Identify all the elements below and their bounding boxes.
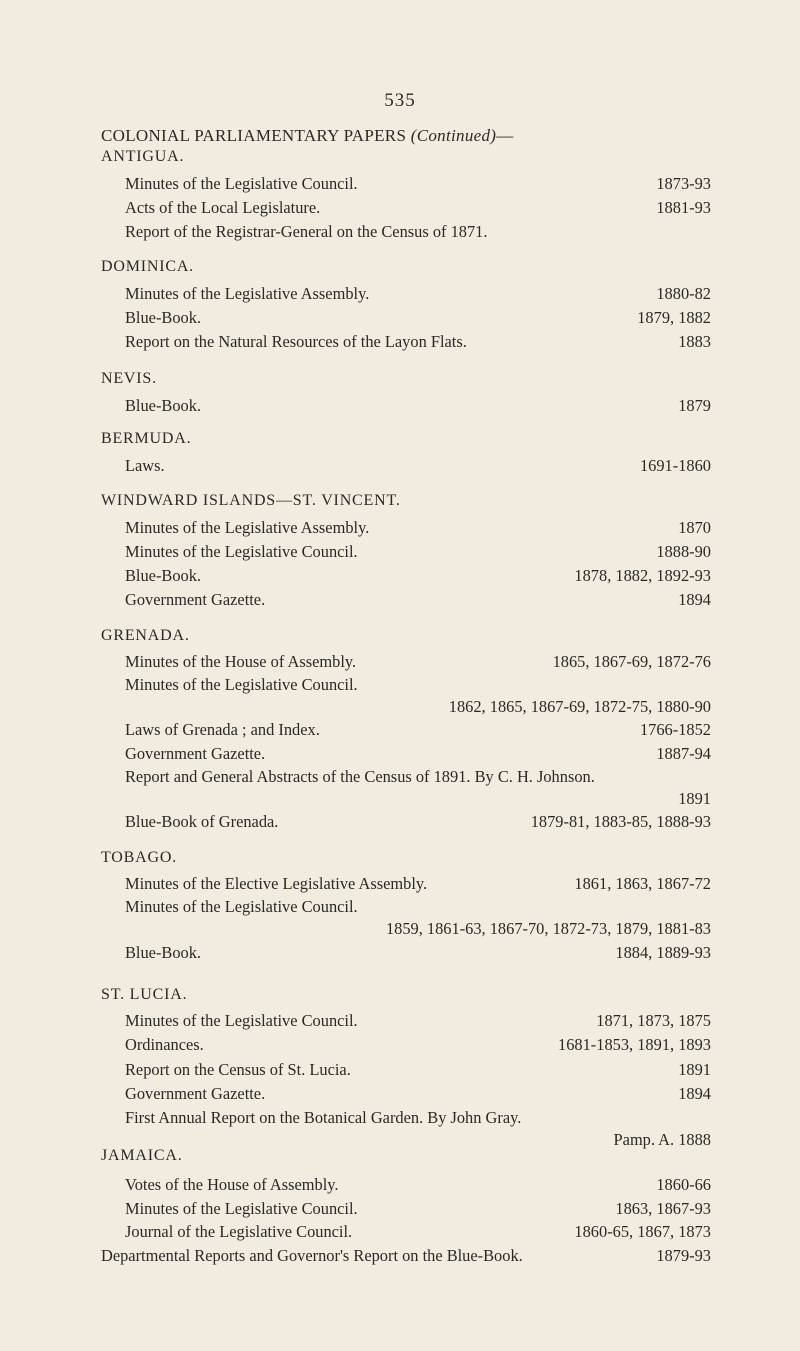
item-title: Blue-Book. [125,396,202,415]
item-title: Laws of Grenada ; and Index. [125,720,320,739]
item-dates: 1894 [678,1084,711,1103]
item-dates: 1879 [678,396,711,415]
list-item [125,874,711,898]
page-number: 535 [384,90,416,111]
item-title: Blue-Book. [125,566,202,585]
list-item [125,308,711,332]
list-item [125,396,711,420]
item-dates: 1879-93 [656,1246,711,1265]
list-item [125,222,711,246]
item-title: Report on the Natural Resources of the Layon Flats. [125,332,467,351]
item-title: Acts of the Local Legislature. [125,198,321,217]
item-title: Minutes of the Legislative Council. [125,542,358,561]
list-item [125,720,711,744]
item-dates: 1879-81, 1883-85, 1888-93 [530,812,711,831]
header-title: COLONIAL PARLIAMENTARY PAPERS [101,126,407,145]
item-dates: 1862, 1865, 1867-69, 1872-75, 1880-90 [448,697,711,716]
list-item [125,652,711,676]
item-title: Blue-Book. [125,943,202,962]
section-grenada: GRENADA. [101,627,190,644]
item-title: Government Gazette. [125,1084,266,1103]
item-dates: 1860-65, 1867, 1873 [574,1222,711,1241]
list-item [125,897,711,921]
item-title: Report of the Registrar-General on the Census of 1871. [125,222,488,241]
list-item [125,1199,711,1223]
list-item [125,1060,711,1084]
list-item [125,1108,711,1132]
item-title: Report on the Census of St. Lucia. [125,1060,351,1079]
item-dates: 1894 [678,590,711,609]
section-bermuda: BERMUDA. [101,430,192,447]
item-title: Departmental Reports and Governor's Report on the Blue-Book. [101,1246,523,1265]
item-dates: 1887-94 [656,744,711,763]
item-title: Ordinances. [125,1035,204,1054]
item-title: Blue-Book of Grenada. [125,812,279,831]
list-item [125,744,711,768]
item-title: Laws. [125,456,165,475]
page-header [101,126,514,146]
list-item [125,456,711,480]
item-dates: 1691-1860 [639,456,711,475]
item-dates: 1883 [678,332,711,351]
item-title: Minutes of the Legislative Council. [125,1199,358,1218]
item-title: Minutes of the House of Assembly. [125,652,357,671]
item-dates: 1880-82 [656,284,711,303]
item-title: Minutes of the Elective Legislative Assembly. [125,874,428,893]
list-item [125,1084,711,1108]
list-item [125,518,711,542]
list-item [125,1035,711,1059]
section-jamaica: JAMAICA. [101,1147,183,1164]
item-dates: 1865, 1867-69, 1872-76 [552,652,711,671]
list-item [125,198,711,222]
item-title: Blue-Book. [125,308,202,327]
list-item [125,542,711,566]
item-dates: 1888-90 [656,542,711,561]
item-dates: 1863, 1867-93 [615,1199,711,1218]
item-dates: 1884, 1889-93 [615,943,711,962]
list-item [125,1011,711,1035]
list-item [125,174,711,198]
item-title: Journal of the Legislative Council. [125,1222,353,1241]
item-dates: 1881-93 [656,198,711,217]
item-dates: 1859, 1861-63, 1867-70, 1872-73, 1879, 1881-83 [385,919,711,938]
list-item [125,566,711,590]
list-item [125,943,711,967]
item-dates: Pamp. A. 1888 [613,1130,711,1149]
section-tobago: TOBAGO. [101,849,177,866]
item-dates: 1870 [678,518,711,537]
item-title: Report and General Abstracts of the Census of 1891. By C. H. Johnson. [125,767,595,786]
header-dash: — [496,126,514,145]
item-dates: 1878, 1882, 1892-93 [574,566,711,585]
item-title: Minutes of the Legislative Assembly. [125,284,370,303]
section-windward-islands: WINDWARD ISLANDS—ST. VINCENT. [101,492,401,509]
section-nevis: NEVIS. [101,370,157,387]
item-dates: 1766-1852 [639,720,711,739]
header-continued: (Continued) [410,126,497,145]
list-item [125,332,711,356]
item-dates: 1873-93 [656,174,711,193]
item-title: Minutes of the Legislative Council. [125,1011,358,1030]
section-antigua: ANTIGUA. [101,148,185,165]
list-item [125,1175,711,1199]
item-title: Government Gazette. [125,744,266,763]
item-dates: 1860-66 [656,1175,711,1194]
list-item [125,812,711,836]
list-item [125,767,711,791]
item-title: Minutes of the Legislative Council. [125,675,358,694]
item-dates: 1891 [678,789,711,808]
section-st-lucia: ST. LUCIA. [101,986,188,1003]
item-title: Government Gazette. [125,590,266,609]
item-dates: 1861, 1863, 1867-72 [574,874,711,893]
item-dates: 1891 [678,1060,711,1079]
list-item [125,1222,711,1246]
item-title: Minutes of the Legislative Council. [125,174,358,193]
item-dates: 1681-1853, 1891, 1893 [558,1035,711,1054]
item-title: Minutes of the Legislative Council. [125,897,358,916]
list-item [125,590,711,614]
item-dates: 1871, 1873, 1875 [596,1011,711,1030]
section-dominica: DOMINICA. [101,258,194,275]
list-item [125,675,711,699]
item-title: Votes of the House of Assembly. [125,1175,339,1194]
item-title: First Annual Report on the Botanical Garden. By John Gray. [125,1108,522,1127]
item-title: Minutes of the Legislative Assembly. [125,518,370,537]
list-item [125,284,711,308]
item-dates: 1879, 1882 [637,308,711,327]
list-item [101,1246,711,1270]
